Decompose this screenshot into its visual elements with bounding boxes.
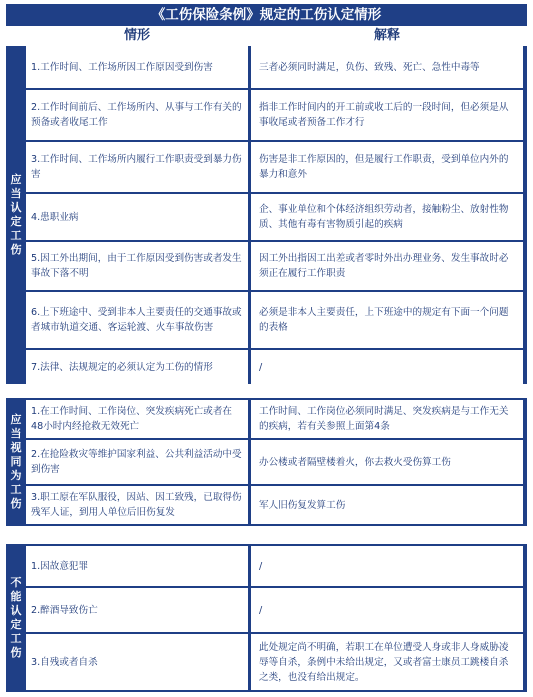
column-header-situation: 情形 [123, 28, 150, 43]
situation-cell: 2.在抢险救灾等维护国家利益、公共利益活动中受到伤害 [26, 440, 248, 484]
situation-cell: 2.工作时间前后、工作场所内、从事与工作有关的预备或者收尾工作 [26, 90, 248, 140]
explanation-cell: 办公楼或者隔壁楼着火，你去救火受伤算工伤 [251, 440, 523, 484]
situation-cell: 3.自残或者自杀 [26, 634, 248, 690]
table-row [26, 440, 527, 484]
explanation-cell: 因工外出指因工出差或者零时外出办理业务、发生事故时必须正在履行工作职责 [251, 242, 523, 290]
table-row [26, 486, 527, 524]
explanation-cell: 指非工作时间内的开工前或收工后的一段时间，但必须是从事收尾或者预备工作才行 [251, 90, 523, 140]
table-row [26, 634, 527, 690]
situation-cell: 1.在工作时间、工作岗位、突发疾病死亡或者在48小时内经抢救无效死亡 [26, 400, 248, 438]
explanation-cell: 企、事业单位和个体经济组织劳动者，接触粉尘、放射性物质、其他有毒有害物质引起的疾病 [251, 194, 523, 240]
explanation-cell: 工作时间、工作岗位必须同时满足、突发疾病是与工作无关的疾病，若有关参照上面第4条 [251, 400, 523, 438]
explanation-cell: / [251, 588, 523, 632]
situation-cell: 1.因故意犯罪 [26, 546, 248, 586]
column-header-explanation: 解释 [373, 28, 400, 43]
table-row [26, 142, 527, 192]
section-label: 不能认定工伤 [6, 544, 26, 692]
explanation-cell: / [251, 350, 523, 384]
situation-cell: 6.上下班途中、受到非本人主要责任的交通事故或者城市轨道交通、客运轮渡、火车事故伤害 [26, 292, 248, 348]
table-row [26, 46, 527, 88]
section-not-recognized [6, 544, 527, 692]
explanation-cell: 伤害是非工作原因的，但是履行工作职责，受到单位内外的暴力和意外 [251, 142, 523, 192]
explanation-cell: 三者必须同时满足，负伤、致残、死亡、急性中毒等 [251, 46, 523, 88]
situation-cell: 2.醉酒导致伤亡 [26, 588, 248, 632]
situation-cell: 7.法律、法规规定的必须认定为工伤的情形 [26, 350, 248, 384]
section-should-recognize [6, 46, 527, 384]
situation-cell: 3.职工原在军队服役，因站、因工致残，已取得伤残军人证，到用人单位后旧伤复发 [26, 486, 248, 524]
section-label: 应当视同为工伤 [6, 398, 26, 526]
explanation-cell: 必须是非本人主要责任，上下班途中的规定有下面一个问题的表格 [251, 292, 523, 348]
table-row [26, 90, 527, 140]
situation-cell: 4.患职业病 [26, 194, 248, 240]
table-row [26, 546, 527, 586]
situation-cell: 3.工作时间、工作场所内履行工作职责受到暴力伤害 [26, 142, 248, 192]
table-row [26, 292, 527, 348]
table-row [26, 350, 527, 384]
section-deemed-injury [6, 398, 527, 526]
table-row [26, 194, 527, 240]
table-row [26, 400, 527, 438]
situation-cell: 5.因工外出期间，由于工作原因受到伤害或者发生事故下落不明 [26, 242, 248, 290]
explanation-cell: / [251, 546, 523, 586]
table-row [26, 242, 527, 290]
explanation-cell: 此处规定尚不明确，若职工在单位遭受人身或非人身威胁凌辱等自杀，条例中未给出规定，又或者富士康员工跳楼自杀之类，也没有给出规定。 [251, 634, 523, 690]
table-row [26, 588, 527, 632]
explanation-cell: 军人旧伤复发算工伤 [251, 486, 523, 524]
situation-cell: 1.工作时间、工作场所因工作原因受到伤害 [26, 46, 248, 88]
section-label: 应当认定工伤 [6, 46, 26, 384]
table-title: 《工伤保险条例》规定的工伤认定情形 [6, 4, 527, 26]
